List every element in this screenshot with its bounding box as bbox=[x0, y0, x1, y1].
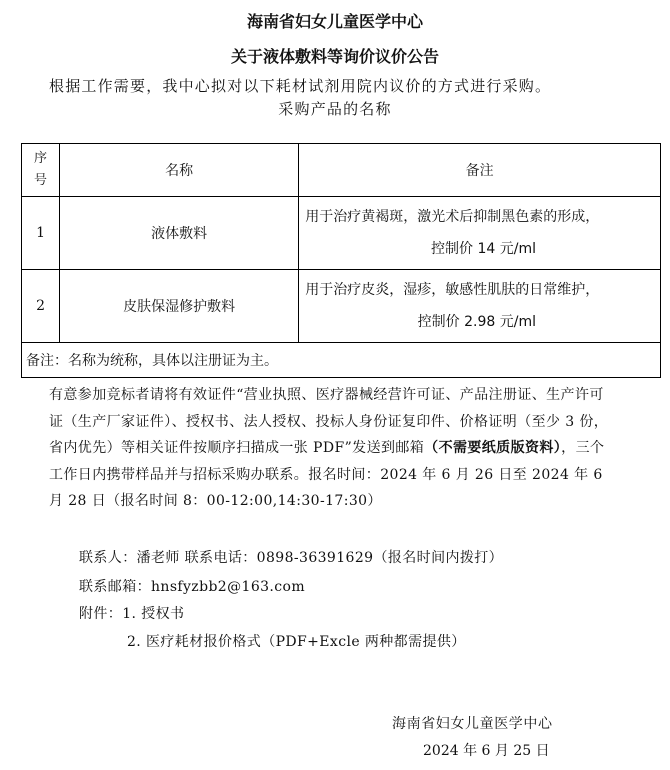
table-note-row bbox=[22, 343, 661, 378]
para-text: 有意参加竞标者请将有效证件“营业执照、医疗器械经营许可证、产品注册证、生产许可证（生产厂家证件）、授权书、法人授权、投标人身份证复印件、价格证明（至少 3 份，省内优先）等相关证件按顺序扫描成一张 PDF”发送到邮箱 bbox=[49, 387, 609, 456]
para-text-cont: ，三个工作日内携带样品并与招标采购办联系。报名时间：2024 年 6 月 26 日至 2024 年 6 月 28 日（报名时间 8：00-12:00,14:30-17:30） bbox=[49, 440, 605, 509]
row-remark bbox=[299, 197, 661, 270]
header-no-line2: 号 bbox=[34, 173, 48, 188]
signature-date: 2024 年 6 月 25 日 bbox=[423, 743, 550, 759]
para-bold-text: （不需要纸质版资料） bbox=[424, 440, 562, 456]
table-header-row bbox=[22, 144, 661, 197]
row-no: 2 bbox=[22, 270, 60, 343]
remark-line1: 用于治疗黄褐斑，激光术后抑制黑色素的形成， bbox=[305, 209, 600, 225]
attachment-line-1: 附件：1. 授权书 bbox=[79, 606, 185, 622]
remark-line1: 用于治疗皮炎，湿疹，敏感性肌肤的日常维护， bbox=[305, 282, 600, 298]
email-line: 联系邮箱：hnsfyzbb2@163.com bbox=[79, 579, 306, 595]
table-row bbox=[22, 197, 661, 270]
attachment-line-2: 2. 医疗耗材报价格式（PDF+Excle 两种都需提供） bbox=[127, 634, 466, 650]
products-table bbox=[21, 143, 661, 378]
row-remark bbox=[299, 270, 661, 343]
row-no: 1 bbox=[22, 197, 60, 270]
intro-subheading: 采购产品的名称 bbox=[278, 100, 392, 118]
signature-org: 海南省妇女儿童医学中心 bbox=[392, 716, 553, 732]
header-remark: 备注 bbox=[299, 144, 661, 197]
header-name: 名称 bbox=[60, 144, 299, 197]
notice-title: 关于液体敷料等询价议价公告 bbox=[230, 47, 439, 66]
remark-price: 控制价 2.98 元/ml bbox=[417, 314, 536, 330]
row-name: 液体敷料 bbox=[60, 197, 299, 270]
remark-price: 控制价 14 元/ml bbox=[431, 241, 536, 257]
instructions-paragraph bbox=[49, 382, 609, 515]
contact-line: 联系人：潘老师 联系电话：0898-36391629（报名时间内拨打） bbox=[79, 550, 504, 566]
header-no bbox=[22, 144, 60, 197]
header-no-line1: 序 bbox=[34, 151, 48, 166]
intro-line: 根据工作需要，我中心拟对以下耗材试剂用院内议价的方式进行采购。 bbox=[49, 77, 552, 95]
table-note: 备注：名称为统称，具体以注册证为主。 bbox=[22, 343, 661, 378]
table-row bbox=[22, 270, 661, 343]
org-title: 海南省妇女儿童医学中心 bbox=[246, 12, 423, 31]
row-name: 皮肤保湿修护敷料 bbox=[60, 270, 299, 343]
